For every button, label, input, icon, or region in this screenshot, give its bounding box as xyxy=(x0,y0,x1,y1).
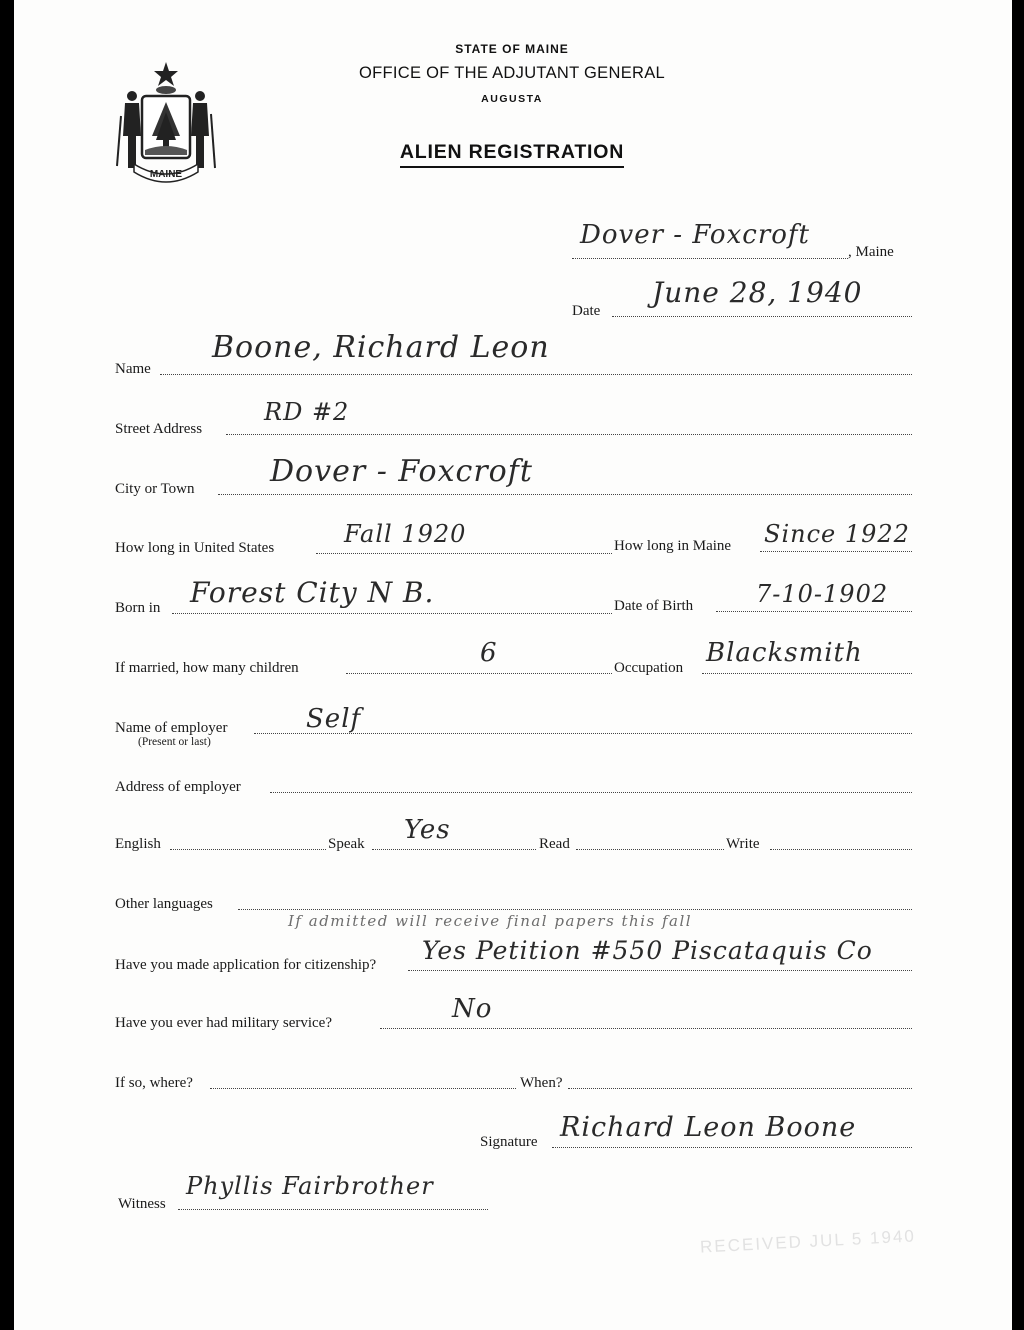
military-line xyxy=(380,1028,912,1029)
signature-value: Richard Leon Boone xyxy=(560,1112,857,1143)
town-line xyxy=(572,258,848,259)
town-value: Dover - Foxcroft xyxy=(580,220,810,250)
born-in-line xyxy=(172,613,612,614)
citizenship-label: Have you made application for citizenship? xyxy=(115,957,377,973)
how-long-us-value: Fall 1920 xyxy=(344,520,467,548)
city-label: City or Town xyxy=(115,481,195,497)
children-value: 6 xyxy=(480,638,498,668)
witness-line xyxy=(178,1209,488,1210)
name-line xyxy=(160,374,912,375)
date-label: Date xyxy=(572,303,601,319)
signature-line xyxy=(552,1147,912,1148)
received-stamp: RECEIVED JUL 5 1940 xyxy=(699,1226,917,1257)
scan-edge-right xyxy=(1012,0,1024,1330)
speak-label: Speak xyxy=(328,836,365,852)
speak-value: Yes xyxy=(404,815,451,845)
born-in-value: Forest City N B. xyxy=(190,576,435,609)
employer-label: Name of employer xyxy=(115,720,228,736)
citizenship-value: Yes Petition #550 Piscataquis Co xyxy=(422,936,873,965)
street-line xyxy=(226,434,912,435)
citizenship-line xyxy=(408,970,912,971)
seal-banner-text: MAINE xyxy=(149,169,183,180)
write-line xyxy=(770,849,912,850)
how-long-maine-value: Since 1922 xyxy=(764,520,910,548)
witness-label: Witness xyxy=(118,1196,166,1212)
dob-label: Date of Birth xyxy=(614,598,694,614)
city-heading: AUGUSTA xyxy=(481,93,543,105)
occupation-line xyxy=(702,673,912,674)
form-title-text: ALIEN REGISTRATION xyxy=(400,141,624,168)
how-long-us-label: How long in United States xyxy=(115,540,275,556)
office-heading: OFFICE OF THE ADJUTANT GENERAL xyxy=(358,64,666,82)
employer-value: Self xyxy=(306,704,362,734)
employer-address-label: Address of employer xyxy=(115,779,241,795)
dob-value: 7-10-1902 xyxy=(756,580,889,608)
children-label: If married, how many children xyxy=(115,660,299,676)
citizenship-note: If admitted will receive final papers this fall xyxy=(288,912,693,930)
read-label: Read xyxy=(539,836,570,852)
occupation-value: Blacksmith xyxy=(706,638,863,668)
form-title xyxy=(0,141,1024,164)
read-line xyxy=(576,849,724,850)
city-line xyxy=(218,494,912,495)
how-long-maine-label: How long in Maine xyxy=(614,538,732,554)
witness-value: Phyllis Fairbrother xyxy=(186,1172,434,1200)
children-line xyxy=(346,673,612,674)
when-label: When? xyxy=(520,1075,563,1091)
other-languages-line xyxy=(238,909,912,910)
how-long-us-line xyxy=(316,553,612,554)
date-value: June 28, 1940 xyxy=(652,276,863,309)
date-line xyxy=(612,316,912,317)
english-line xyxy=(170,849,326,850)
where-line xyxy=(210,1088,516,1089)
occupation-label: Occupation xyxy=(614,660,684,676)
write-label: Write xyxy=(726,836,760,852)
scan-edge-left xyxy=(0,0,14,1330)
name-value: Boone, Richard Leon xyxy=(212,330,550,365)
employer-note: (Present or last) xyxy=(138,736,211,748)
city-value: Dover - Foxcroft xyxy=(270,454,533,489)
speak-line xyxy=(372,849,536,850)
when-line xyxy=(568,1088,912,1089)
employer-address-line xyxy=(270,792,912,793)
other-languages-label: Other languages xyxy=(115,896,213,912)
english-label: English xyxy=(115,836,161,852)
street-label: Street Address xyxy=(115,421,203,437)
signature-label: Signature xyxy=(480,1134,538,1150)
military-label: Have you ever had military service? xyxy=(115,1015,332,1031)
born-in-label: Born in xyxy=(115,600,161,616)
name-label: Name xyxy=(115,361,151,377)
where-label: If so, where? xyxy=(115,1075,193,1091)
how-long-maine-line xyxy=(760,551,912,552)
state-heading: STATE OF MAINE xyxy=(455,42,569,56)
dob-line xyxy=(716,611,912,612)
military-value: No xyxy=(452,994,493,1024)
maine-label: , Maine xyxy=(848,244,894,260)
street-value: RD #2 xyxy=(264,398,350,426)
